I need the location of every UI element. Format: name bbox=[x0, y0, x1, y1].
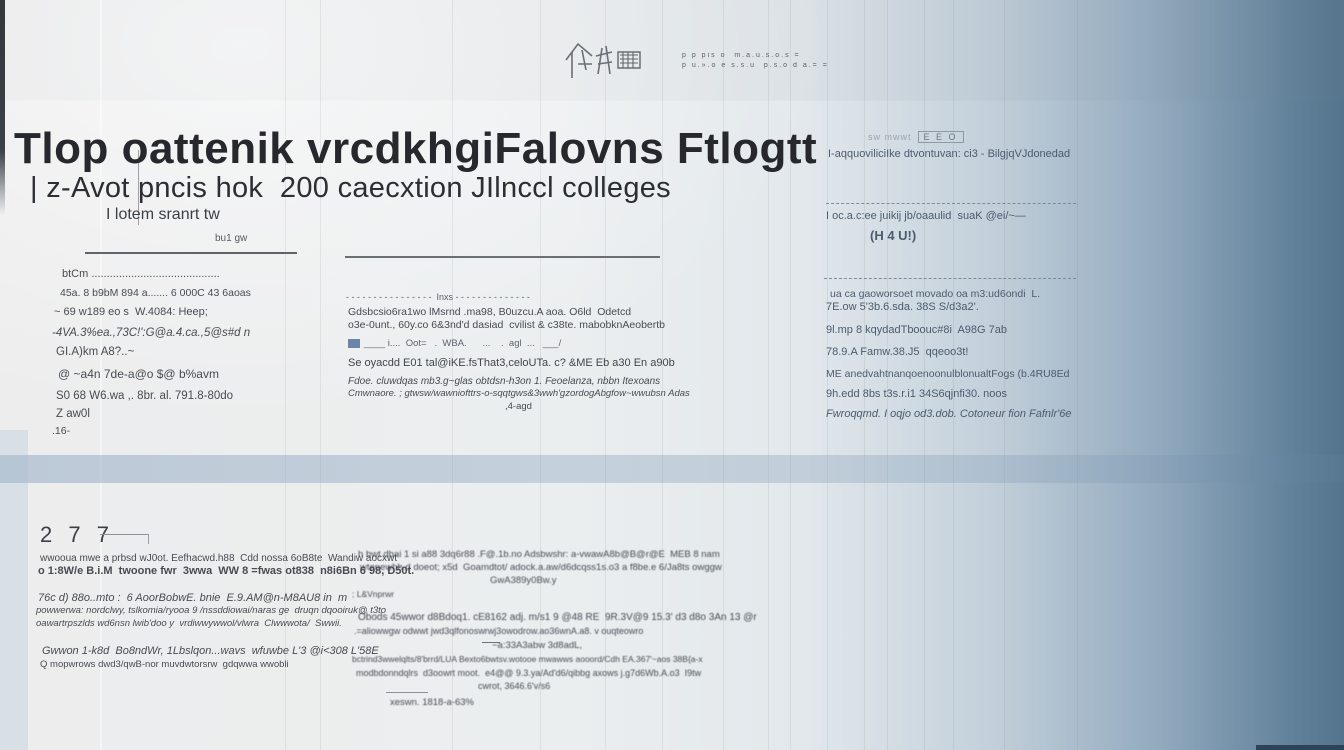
body-line: powwerwa: nordclwy, tslkomia/ryooa 9 /nssddiowai/naras ge druqn dqooiruk@ t3to bbox=[36, 605, 387, 616]
body-line: wwooua mwe a prbsd wJ0ot. Eefhacwd.h88 Cdd nossa 6oB8te Wandiw aocxwt bbox=[40, 553, 398, 564]
body-line: cwrot, 3646.6'v/s6 bbox=[478, 681, 551, 691]
blue-mark-icon bbox=[348, 339, 360, 348]
body-line: GwA389y0Bw.y bbox=[490, 575, 557, 586]
body-line: bctrind3wwelqlts/8'brrd/LUA Bexto6bwtsv.wotooe mwawws aooord/Cdh EA.367'~aos 38B{a-x bbox=[352, 654, 703, 664]
column-guide-line bbox=[320, 0, 321, 750]
body-line: Obods 45wwor d8Bdoq1. cE8162 adj. m/s1 9 @48 RE 9R.3V@9 15.3' d3 d8o 3An 13 @r bbox=[358, 612, 757, 623]
body-line: ~ 69 w189 eo s W.4084: Heep; bbox=[54, 306, 208, 318]
body-line: Fwroqqmd. I oqjo od3.dob. Cotoneur fion Fafnlr'6e bbox=[826, 408, 1072, 420]
corner-line bbox=[100, 534, 149, 544]
body-line: 7E.ow 5'3b.6.sda. 38S S/d3a2'. bbox=[826, 301, 979, 313]
body-line: GI.A)km A8?..~ bbox=[56, 346, 135, 358]
body-line: o 1:8W/e B.i.M twoone fwr 3wwa WW 8 =fwas ot838 n8i6Bn 6 98, D50t. bbox=[38, 565, 415, 577]
title-divider-line bbox=[138, 150, 139, 225]
small-caption: bu1 gw bbox=[215, 233, 248, 244]
body-line: .=aliowwgw odwwt jwd3qlfonoswrwj3owodrow.ao36wnA.a8. v ouqteowro bbox=[354, 626, 644, 636]
header-logo bbox=[562, 40, 667, 87]
body-line: ME anedvahtnanqoenoonulblonualtFogs (b.4RU8Ed bbox=[826, 368, 1070, 380]
section-number: 2 7 7 bbox=[40, 522, 114, 547]
inxs-dashed-line: - - - - - - - - - - - - - - - - Inxs - - - - - - - - - - - - - - bbox=[346, 292, 530, 302]
page-subtitle: | z-Avot pncis hok 200 caecxtion JIlnccl colleges bbox=[30, 172, 671, 204]
body-line: Cmwnaore. ; gtwsw/wawniofttrs-o-sqqtgws&3wwh'gzordogAbgfow~wwubsn Adas bbox=[348, 388, 690, 399]
logo-dots-row1: p p pis o m.a.u.s.o.s = bbox=[682, 52, 801, 59]
body-line: -4VA.3%ea.,73C!':G@a.4.ca.,5@s#d n bbox=[52, 327, 251, 339]
footnote-rule bbox=[386, 692, 428, 693]
left-edge-strip bbox=[0, 0, 5, 215]
column-guide-line bbox=[1077, 0, 1078, 750]
column-guide-line bbox=[605, 0, 606, 750]
middle-column-rule bbox=[345, 256, 660, 258]
body-line: wtenewhh.d doeot; x5d Goamdtot/ adock.a.aw/d6dcqss1s.o3 a f8be.e 6/Ja8ts owggw bbox=[360, 562, 722, 573]
dashed-separator bbox=[824, 278, 1076, 279]
body-line: modbdonndqlrs d3oowrt moot. e4@@ 9.3.ya/Ad'd6/qibbg axows j.g7d6Wb.A.o3 I9tw bbox=[356, 668, 702, 678]
body-line: 45a. 8 b9bM 894 a....... 6 000C 43 6aoas bbox=[60, 287, 251, 299]
body-line: o3e-0unt., 60y.co 6&3nd'd dasiad cvilist & c38te. mabobknAeobertb bbox=[348, 319, 666, 331]
stamp-row bbox=[868, 128, 964, 146]
body-line: @ ~a4n 7de-a@o $@ b%avm bbox=[58, 367, 219, 381]
stamp-box: E E O bbox=[918, 131, 964, 143]
body-line: ,4-agd bbox=[505, 401, 532, 412]
column-guide-line bbox=[452, 0, 453, 750]
body-line: Gdsbcsio6ra1wo lMsrnd .ma98, B0uzcu.A aoa. O6ld Odetcd bbox=[348, 306, 632, 318]
body-line: Se oyacdd E01 tal@iKE.fsThat3,celoUTa. c? &ME Eb a30 En a90b bbox=[348, 357, 675, 369]
dash-annotation-text: ____ i.... Oot= . WBA. ... . agl ... ___/ bbox=[364, 338, 562, 350]
body-line: (H 4 U!) bbox=[870, 228, 917, 243]
body-line: h bwt dbai 1 si a88 3dq6r88 .F@.1b.no Adsbwshr: a-vwawA8b@B@r@E MEB 8 nam bbox=[358, 549, 720, 560]
body-line: btCm .......................................... bbox=[62, 268, 220, 280]
horizontal-band bbox=[0, 455, 1344, 483]
bottom-right-sliver bbox=[1256, 745, 1344, 750]
body-line: 76c d) 88o..mto : 6 AoorBobwE. bnie E.9.AM@n-M8AU8 in m bbox=[38, 592, 348, 604]
dashed-separator bbox=[826, 203, 1076, 204]
column-guide-line bbox=[285, 0, 286, 750]
column-guide-line bbox=[662, 0, 663, 750]
body-line: S0 68 W6.wa ,. 8br. al. 791.8-80do bbox=[56, 390, 234, 402]
column-guide-line bbox=[540, 0, 541, 750]
body-line: I-aqquoviliciIke dtvontuvan: ci3 - BilgjqVJdonedad bbox=[828, 148, 1071, 160]
body-line: oawartrpszlds wd6nsn lwib'doo y vrdiwwywwol/vlwra Clwwwota/ Swwii. bbox=[36, 618, 342, 629]
column-guide-line bbox=[790, 0, 791, 750]
body-line: 78.9.A Famw.38.J5 qqeoo3t! bbox=[826, 346, 969, 358]
logo-glyph-icon bbox=[562, 40, 667, 82]
body-line: Gwwon 1-k8d Bo8ndWr, 1Lbslqon...wavs wfuwbe L'3 @i<308 L'58E bbox=[42, 645, 379, 657]
body-line: 9h.edd 8bs t3s.r.i1 34S6qjnfi30. noos bbox=[826, 388, 1008, 400]
tagline: I lotem sranrt tw bbox=[106, 206, 220, 223]
dash-annotation-line bbox=[348, 339, 561, 350]
body-line: I oc.a.c:ee juikij jb/oaaulid suaK @ei/~— bbox=[826, 210, 1026, 222]
body-line: Z aw0l bbox=[56, 408, 90, 420]
page-title: Tlop oattenik vrcdkhgiFalovns Ftlogtt bbox=[14, 124, 818, 173]
body-line: Q mopwrows dwd3/qwB-nor muvdwtorsrw gdqwwa wwobli bbox=[40, 659, 289, 670]
body-line: Fdoe. cluwdqas mb3.g~glas obtdsn-h3on 1. Feoelanza, nbbn Itexoans bbox=[348, 376, 661, 387]
column-guide-line bbox=[723, 0, 724, 750]
column-guide-line bbox=[768, 0, 769, 750]
left-column-rule bbox=[85, 252, 297, 254]
footnote: xeswn. 1818-a-63% bbox=[390, 697, 474, 708]
stamp-faint-text: sw mwwt bbox=[868, 131, 912, 142]
body-line: ~a:33A3abw 3d8adL, bbox=[492, 640, 583, 651]
left-lower-strip bbox=[0, 430, 28, 750]
logo-dots-row2: p u.».o e s.s.u p.s.o d a.= = bbox=[682, 62, 829, 69]
body-line: 9l.mp 8 kqydadTboouc#8i A98G 7ab bbox=[826, 324, 1008, 336]
body-line: ua ca gaoworsoet movado oa m3:ud6ondi L. bbox=[830, 288, 1041, 300]
body-line: ; L&Vnprwr bbox=[352, 589, 395, 599]
body-line: .16- bbox=[52, 425, 71, 437]
